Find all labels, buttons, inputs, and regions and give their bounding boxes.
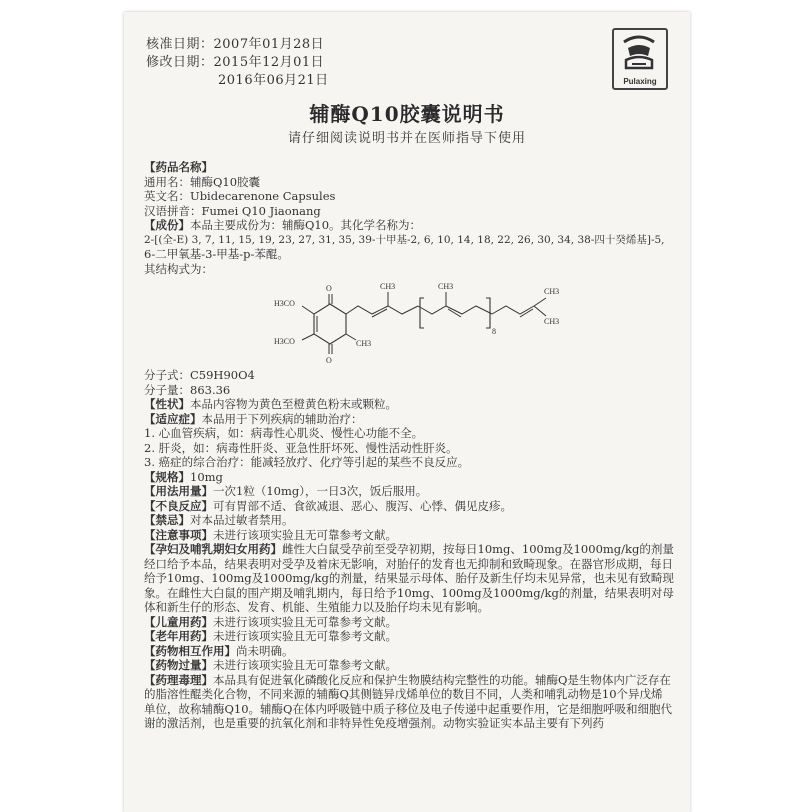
repeat-bracket-left	[420, 298, 424, 328]
composition-text: 本品主要成份为：辅酶Q10。其化学名称为：	[190, 218, 422, 232]
english-name: 英文名：Ubidecarenone Capsules	[144, 189, 336, 203]
molecular-formula: 分子式：C59H90O4	[144, 368, 255, 382]
revision-date-second: 2016年06月21日	[218, 73, 329, 88]
structure-diagram	[144, 276, 674, 368]
indications	[144, 412, 674, 427]
pediatric-use	[144, 615, 674, 630]
composition	[144, 218, 674, 233]
dosage-text: 一次1粒（10mg），一日3次，饭后服用。	[213, 484, 428, 498]
molecular-weight: 分子量：863.36	[144, 382, 231, 397]
page-subtitle: 请仔细阅读说明书并在医师指导下使用	[287, 131, 526, 146]
contra-heading: 【禁忌】	[144, 513, 190, 527]
adverse-reactions	[144, 499, 674, 514]
adverse-heading: 【不良反应】	[144, 498, 213, 513]
indication-item-1: 1. 心血管疾病，如：病毒性心肌炎、慢性心功能不全。	[144, 426, 424, 440]
coenzyme-q10-structure	[272, 276, 572, 368]
pregnancy-section	[144, 542, 674, 615]
page-title: 辅酶Q10胶囊说明书	[309, 102, 505, 126]
elderly-heading: 【老年用药】	[144, 629, 213, 643]
logo-text: Pulaxing	[623, 77, 657, 86]
methoxy-top-label: H3CO	[274, 299, 295, 308]
oxygen-top: O	[326, 284, 332, 293]
specification	[144, 470, 674, 485]
contraindications	[144, 513, 674, 528]
caution-text: 未进行该项实验且无可靠参考文献。	[213, 527, 397, 542]
logo-emblem-icon	[620, 34, 658, 72]
terminal-methyl-bond-bottom	[534, 306, 546, 316]
terminal-methyl-bond-top	[534, 298, 546, 306]
ring-methyl-label: CH3	[356, 339, 372, 348]
generic-name: 通用名：辅酶Q10胶囊	[144, 174, 261, 189]
brand-logo	[612, 28, 668, 90]
indications-heading: 【适应症】	[144, 411, 202, 426]
properties-text: 本品内容物为黄色至橙黄色粉末或颗粒。	[190, 397, 397, 411]
pregnancy-text: 雌性大白鼠受孕前至受孕初期，按每日10mg、100mg及1000mg/kg的剂量经口给予本品，结果表明对受孕及着床无影响，对胎仔的发育也无抑制和致畸现象。在器官形成期，每日给予10mg、100mg及1000mg/kg的剂量，结果显示母体、胎仔及新生仔均未见异常，也未见有致畸现象。在雌性大白鼠的围产期及哺乳期内，每日给予10mg、100mg及1000mg/kg的剂量，结果表明对母体和新生仔的形态、发育、机能、生殖能力以及胎仔均未见有影响。	[144, 542, 674, 614]
drug-interactions	[144, 644, 674, 659]
elderly-text: 未进行该项实验且无可靠参考文献。	[213, 629, 397, 643]
dosage	[144, 484, 674, 499]
geriatric-use	[144, 629, 674, 644]
structure-label: 其结构式为：	[144, 261, 213, 276]
indication-item-3: 3. 癌症的综合治疗：能减轻放疗、化疗等引起的某些不良反应。	[144, 455, 470, 469]
pharmacology-text: 本品具有促进氧化磷酸化反应和保护生物膜结构完整性的功能。辅酶Q是生物体内广泛存在的脂溶性醌类化合物，不同来源的辅酶Q其侧链异戊烯单位的数目不同，人类和哺乳动物是10个异戊烯单位，故称辅酶Q10。辅酶Q在体内呼吸链中质子移位及电子传递中起重要作用，它是细胞呼吸和细胞代谢的激活剂，也是重要的抗氧化剂和非特异性免疫增强剂。动物实验证实本品主要有下列药	[144, 672, 672, 730]
side-chain	[346, 306, 418, 314]
pregnancy-heading: 【孕妇及哺乳期妇女用药】	[144, 542, 282, 556]
date-block	[146, 36, 329, 90]
leaflet-body	[144, 160, 674, 731]
pharmacology-section	[144, 673, 674, 731]
quinone-ring	[314, 304, 346, 344]
indication-item-2: 2. 肝炎，如：病毒性肝炎、亚急性肝坏死、慢性活动性肝炎。	[144, 440, 458, 455]
pharmacology-heading: 【药理毒理】	[144, 672, 213, 687]
oxygen-bottom: O	[326, 356, 332, 365]
methoxy-bond-top	[302, 306, 314, 314]
drug-name-heading: 【药品名称】	[144, 160, 213, 174]
overdose-heading: 【药物过量】	[144, 658, 213, 672]
chemical-name-line-1: 2-[(全-E) 3, 7, 11, 15, 19, 23, 27, 31, 35, 39-十甲基-2, 6, 10, 14, 18, 22, 26, 30, 34, 38-四十癸烯基]-5,	[144, 233, 665, 246]
terminal-methyl-top-label: CH3	[544, 287, 560, 296]
caution-heading: 【注意事项】	[144, 527, 213, 542]
composition-heading: 【成份】	[144, 218, 190, 232]
spec-text: 10mg	[190, 469, 223, 484]
terminal-methyl-bottom-label: CH3	[544, 317, 560, 326]
ring-methyl-bond	[346, 334, 356, 340]
revision-date: 修改日期：2015年12月01日	[146, 55, 325, 70]
interaction-heading: 【药物相互作用】	[144, 643, 236, 658]
methoxy-bottom-label: H3CO	[274, 337, 295, 346]
approval-date: 核准日期：2007年01月28日	[146, 37, 325, 52]
chemical-name-line-2: 6-二甲氧基-3-甲基-p-苯醌。	[144, 247, 289, 261]
properties	[144, 397, 674, 412]
adverse-text: 可有胃部不适、食欲减退、恶心、腹泻、心悸、偶见皮疹。	[213, 498, 512, 513]
spec-heading: 【规格】	[144, 469, 190, 484]
precautions	[144, 528, 674, 543]
repeat-count: 8	[492, 327, 496, 336]
overdose-text: 未进行该项实验且无可靠参考文献。	[213, 658, 397, 672]
methoxy-bond-bottom	[302, 334, 314, 340]
children-text: 未进行该项实验且无可靠参考文献。	[213, 614, 397, 629]
chain-methyl-label-2: CH3	[438, 282, 454, 291]
children-heading: 【儿童用药】	[144, 614, 213, 629]
chain-methyl-label-1: CH3	[380, 282, 396, 291]
overdose	[144, 658, 674, 673]
interaction-text: 尚未明确。	[236, 643, 294, 658]
dosage-heading: 【用法用量】	[144, 484, 213, 498]
indications-text: 本品用于下列疾病的辅助治疗：	[201, 411, 363, 426]
pinyin-name: 汉语拼音：Fumei Q10 Jiaonang	[144, 203, 321, 218]
properties-heading: 【性状】	[144, 397, 190, 411]
leaflet-paper	[124, 12, 690, 812]
contra-text: 对本品过敏者禁用。	[190, 513, 294, 527]
